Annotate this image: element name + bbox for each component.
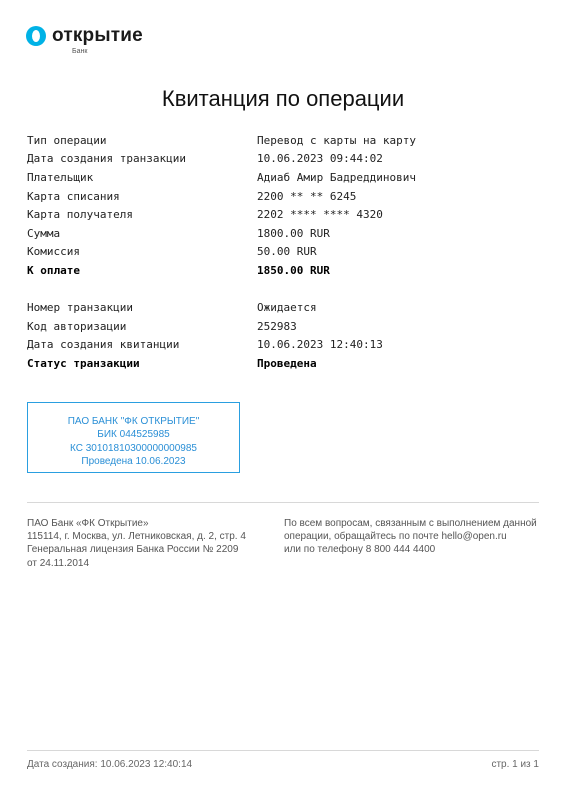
detail-row [27, 335, 547, 354]
detail-value: 252983 [257, 319, 297, 333]
detail-label: Комиссия [27, 245, 80, 259]
detail-label: Дата создания квитанции [27, 338, 180, 352]
bank-info-license: Генеральная лицензия Банка России № 2209 [27, 544, 239, 556]
contact-info-line-1: По всем вопросам, связанным с выполнением данной [284, 518, 537, 529]
detail-row [27, 354, 547, 373]
detail-row [27, 187, 547, 206]
detail-label: Плательщик [27, 170, 94, 184]
stamp-bik: БИК 044525985 [97, 429, 170, 441]
document-created-date: Дата создания: 10.06.2023 12:40:14 [27, 759, 193, 770]
bank-stamp [27, 402, 240, 473]
receipt-details [27, 131, 547, 373]
bank-info-license-date: от 24.11.2014 [27, 557, 90, 569]
detail-row [27, 224, 547, 243]
detail-value: Проведена [257, 356, 317, 370]
stamp-processed-date: Проведена 10.06.2023 [81, 456, 186, 468]
page-bottom-divider [27, 750, 539, 751]
detail-value: 1800.00 RUR [257, 226, 330, 240]
detail-value: Перевод с карты на карту [257, 133, 416, 147]
detail-label: Карта списания [27, 189, 120, 203]
detail-row [27, 150, 547, 169]
detail-row [27, 243, 547, 262]
bank-logo [26, 25, 143, 55]
detail-value: 2202 **** **** 4320 [257, 208, 383, 222]
detail-value: 50.00 RUR [257, 245, 317, 259]
detail-value: Адиаб Амир Бадреддинович [257, 170, 416, 184]
detail-row [27, 298, 547, 317]
bank-info-name: ПАО Банк «ФК Открытие» [27, 518, 149, 529]
detail-row [27, 261, 547, 280]
detail-label: Статус транзакции [27, 356, 140, 370]
footer-divider [27, 502, 539, 503]
page-number: стр. 1 из 1 [491, 759, 539, 770]
detail-row [27, 168, 547, 187]
stamp-correspondent-account: КС 30101810300000000985 [70, 442, 197, 454]
detail-label: Карта получателя [27, 208, 133, 222]
detail-value: 10.06.2023 09:44:02 [257, 152, 383, 166]
detail-row [27, 131, 547, 150]
detail-label: Номер транзакции [27, 301, 133, 315]
logo-name: открытие [52, 25, 143, 46]
detail-value: 1850.00 RUR [257, 263, 330, 277]
detail-row [27, 317, 547, 336]
detail-row [27, 205, 547, 224]
detail-label: Сумма [27, 226, 61, 240]
contact-info-line-3: или по телефону 8 800 444 4400 [284, 544, 436, 556]
detail-label: Код авторизации [27, 319, 127, 333]
stamp-bank-name: ПАО БАНК "ФК ОТКРЫТИЕ" [67, 416, 200, 427]
logo-subtitle: Банк [72, 48, 88, 55]
contact-info [284, 517, 537, 557]
detail-label: К оплате [27, 263, 80, 277]
detail-value: 10.06.2023 12:40:13 [257, 338, 383, 352]
bank-info [27, 517, 246, 570]
contact-info-line-2: операции, обращайтесь по почте hello@open.ru [284, 531, 507, 543]
detail-value: Ожидается [257, 301, 317, 315]
bank-info-address: 115114, г. Москва, ул. Летниковская, д. 2, стр. 4 [27, 531, 246, 543]
detail-label: Тип операции [27, 133, 107, 147]
page-title: Квитанция по операции [161, 86, 405, 111]
detail-value: 2200 ** ** 6245 [257, 189, 357, 203]
detail-label: Дата создания транзакции [27, 152, 186, 166]
logo-mark-icon [26, 26, 46, 46]
